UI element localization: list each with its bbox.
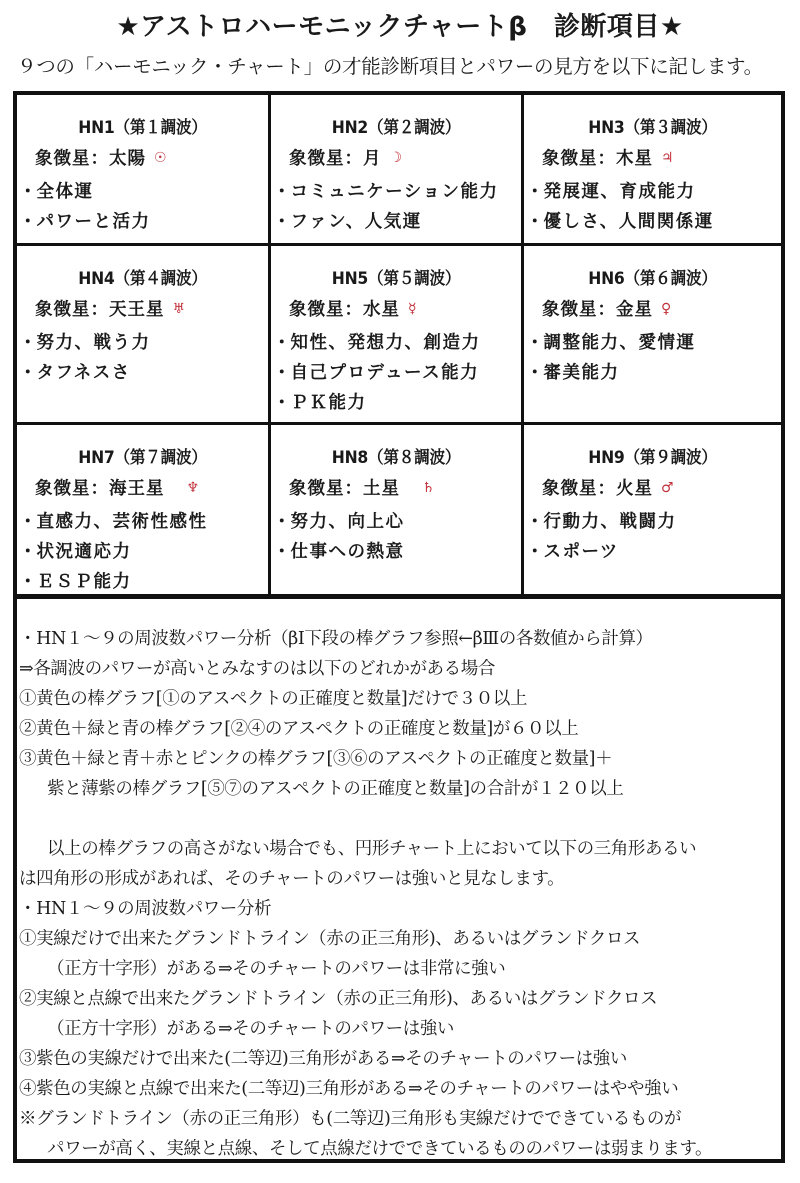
section2-rule-2-cont: （正方十字形）がある⇒そのチャートのパワーは強い xyxy=(47,1019,455,1039)
trait-item: ・ 優しさ、人間関係運 xyxy=(524,208,781,238)
symbol-star-label: 象徴星：火星 xyxy=(542,479,653,499)
harmonic-cell-hn4 xyxy=(17,246,271,425)
trait-item: ・ 仕事への熱意 xyxy=(271,538,521,568)
section1-rule-1: ①黄色の棒グラフ[①のアスペクトの正確度と数量]だけで３０以上 xyxy=(19,689,528,709)
section1-rule-2: ②黄色＋緑と青の棒グラフ[②④のアスペクトの正確度と数量]が６０以上 xyxy=(19,719,579,739)
jupiter-symbol-icon: ♃ xyxy=(661,150,675,166)
section2-note: ※グランドトライン（赤の正三角形）も(二等辺)三角形も実線だけでできているものが xyxy=(19,1109,682,1129)
section2-rule-3: ③紫色の実線だけで出来た(二等辺)三角形がある⇒そのチャートのパワーは強い xyxy=(19,1049,627,1069)
symbol-star xyxy=(271,475,521,500)
trait-item: ・ 自己プロデュース能力 xyxy=(271,359,521,389)
trait-item: ・ スポーツ xyxy=(524,538,781,568)
harmonic-cell-hn9 xyxy=(524,425,781,598)
trait-item: ・ 調整能力、愛情運 xyxy=(524,329,781,359)
trait-item: ・ 行動力、戦闘力 xyxy=(524,508,781,538)
trait-item: ・ タフネスさ xyxy=(17,359,268,389)
harmonic-cell-hn1 xyxy=(17,95,271,246)
venus-symbol-icon: ♀ xyxy=(661,301,673,317)
symbol-star-label: 象徴星：金星 xyxy=(542,300,653,320)
symbol-star xyxy=(17,475,268,500)
trait-list xyxy=(17,178,268,238)
trait-item: ・ パワーと活力 xyxy=(17,208,268,238)
sun-symbol-icon: ☉ xyxy=(154,150,168,166)
harmonic-title: HN8（第８調波） xyxy=(331,448,461,468)
section1-rule-3-cont: 紫と薄紫の棒グラフ[⑤⑦のアスペクトの正確度と数量]の合計が１２０以上 xyxy=(47,779,624,799)
symbol-star xyxy=(271,145,521,170)
section2-rule-1-cont: （正方十字形）がある⇒そのチャートのパワーは非常に強い xyxy=(47,959,506,979)
section2-rule-2: ②実線と点線で出来たグランドトライン（赤の正三角形)、あるいはグランドクロス xyxy=(19,989,658,1009)
power-analysis-notes xyxy=(13,596,785,1163)
trait-list xyxy=(271,178,521,238)
symbol-star-label: 象徴星：海王星 xyxy=(35,479,165,499)
trait-item: ・ ファン、人気運 xyxy=(271,208,521,238)
symbol-star xyxy=(524,296,781,321)
page-title: ★アストロハーモニックチャートβ 診断項目★ xyxy=(116,12,684,42)
uranus-symbol-icon: ♅ xyxy=(172,301,187,317)
trait-list xyxy=(271,508,521,568)
harmonic-cell-hn7 xyxy=(17,425,271,598)
trait-item: ・ 全体運 xyxy=(17,178,268,208)
harmonic-cell-hn5 xyxy=(271,246,524,425)
symbol-star-label: 象徴星：土星 xyxy=(289,479,400,499)
section2-paragraph: 以上の棒グラフの高さがない場合でも、円形チャート上において以下の三角形あるい xyxy=(47,839,697,859)
moon-symbol-icon: ☽ xyxy=(389,150,404,166)
harmonic-title: HN3（第３調波） xyxy=(588,118,717,138)
trait-list xyxy=(524,329,781,389)
trait-item: ・ ＥＳＰ能力 xyxy=(17,568,268,598)
trait-item: ・ 努力、戦う力 xyxy=(17,329,268,359)
trait-item: ・ 努力、向上心 xyxy=(271,508,521,538)
symbol-star xyxy=(524,145,781,170)
trait-item: ・ 状況適応力 xyxy=(17,538,268,568)
trait-list xyxy=(17,329,268,389)
mars-symbol-icon: ♂ xyxy=(661,480,675,496)
section2-paragraph-cont: は四角形の形成があれば、そのチャートのパワーは強いと見なします。 xyxy=(19,869,565,889)
saturn-symbol-icon: ♄ xyxy=(422,480,436,496)
trait-list xyxy=(271,329,521,419)
harmonic-title: HN5（第５調波） xyxy=(331,269,461,289)
harmonic-title: HN2（第２調波） xyxy=(331,118,461,138)
symbol-star xyxy=(271,296,521,321)
symbol-star xyxy=(17,296,268,321)
symbol-star-label: 象徴星：天王星 xyxy=(35,300,165,320)
harmonic-title: HN4（第４調波） xyxy=(78,269,207,289)
symbol-star-label: 象徴星：水星 xyxy=(289,300,400,320)
harmonic-cell-hn2 xyxy=(271,95,524,246)
trait-list xyxy=(17,508,268,598)
trait-item: ・ コミュニケーション能力 xyxy=(271,178,521,208)
section1-heading: ・HN１～９の周波数パワー分析（βⅠ下段の棒グラフ参照←βⅢの各数値から計算） xyxy=(19,629,653,649)
section1-rule-3: ③黄色＋緑と青＋赤とピンクの棒グラフ[③⑥のアスペクトの正確度と数量]＋ xyxy=(19,749,613,769)
trait-item: ・ 発展運、育成能力 xyxy=(524,178,781,208)
mercury-symbol-icon: ☿ xyxy=(408,301,418,317)
trait-list xyxy=(524,178,781,238)
trait-item: ・ ＰＫ能力 xyxy=(271,389,521,419)
harmonic-cell-hn6 xyxy=(524,246,781,425)
symbol-star-label: 象徴星：木星 xyxy=(542,149,653,169)
neptune-symbol-icon: ♆ xyxy=(186,480,201,496)
page-subtitle: ９つの「ハーモニック・チャート」の才能診断項目とパワーの見方を以下に記します。 xyxy=(17,55,763,78)
harmonic-title: HN9（第９調波） xyxy=(588,448,717,468)
section2-rule-1: ①実線だけで出来たグランドトライン（赤の正三角形)、あるいはグランドクロス xyxy=(19,929,641,949)
harmonics-grid xyxy=(13,91,785,598)
section2-rule-4: ④紫色の実線と点線で出来た(二等辺)三角形がある⇒そのチャートのパワーはやや強い xyxy=(19,1079,679,1099)
harmonic-cell-hn8 xyxy=(271,425,524,598)
harmonic-title: HN6（第６調波） xyxy=(588,269,717,289)
trait-item: ・ 知性、発想力、創造力 xyxy=(271,329,521,359)
harmonic-title: HN7（第７調波） xyxy=(78,448,207,468)
spacer xyxy=(19,805,781,835)
symbol-star xyxy=(17,145,268,170)
section1-intro: ⇒各調波のパワーが高いとみなすのは以下のどれかがある場合 xyxy=(19,659,495,679)
symbol-star-label: 象徴星：太陽 xyxy=(35,149,146,169)
harmonic-cell-hn3 xyxy=(524,95,781,246)
symbol-star xyxy=(524,475,781,500)
symbol-star-label: 象徴星：月 xyxy=(289,149,382,169)
harmonic-title: HN1（第１調波） xyxy=(78,118,207,138)
trait-list xyxy=(524,508,781,568)
section2-note-cont: パワーが高く、実線と点線、そして点線だけでできているもののパワーは弱まります。 xyxy=(47,1139,713,1159)
trait-item: ・ 直感力、芸術性感性 xyxy=(17,508,268,538)
trait-item: ・ 審美能力 xyxy=(524,359,781,389)
section2-heading: ・HN１～９の周波数パワー分析 xyxy=(19,899,272,919)
